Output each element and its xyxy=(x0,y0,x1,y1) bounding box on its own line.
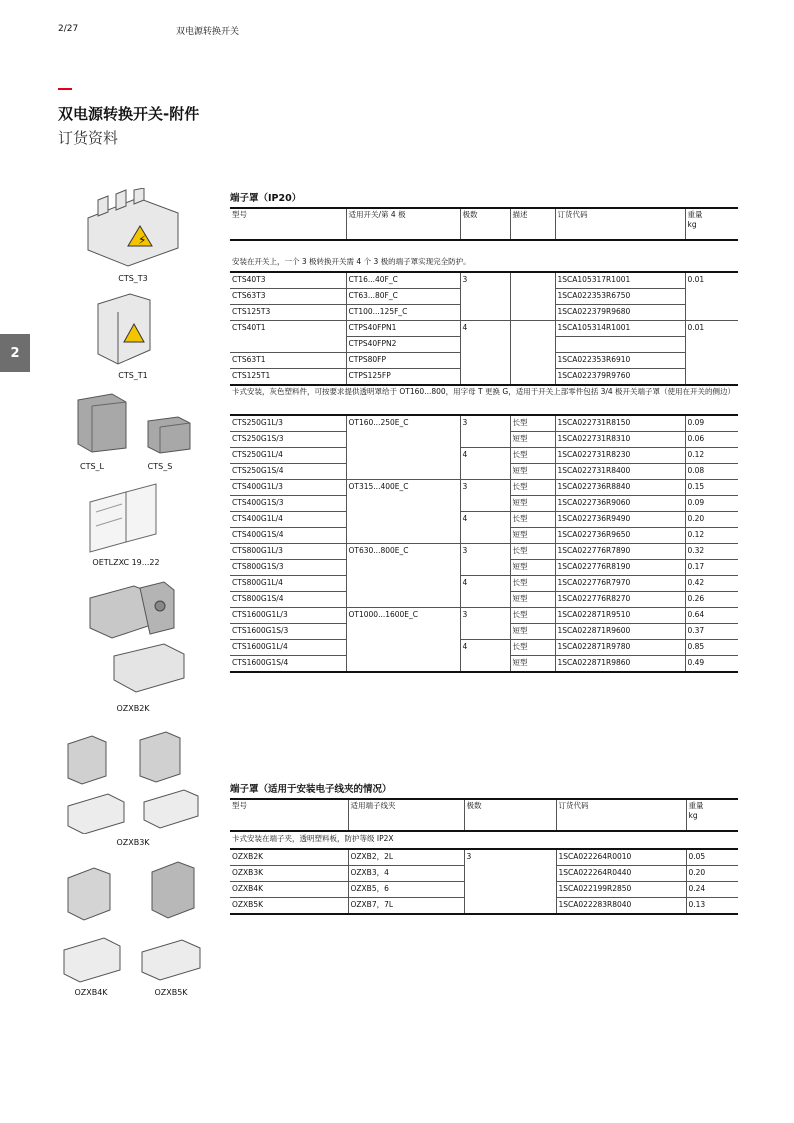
table-cell: CTS800G1S/4 xyxy=(230,592,346,608)
table-cell: OZXB3，4 xyxy=(348,866,464,882)
table-cell: 短型 xyxy=(510,432,555,448)
table-cell: CTS400G1S/4 xyxy=(230,528,346,544)
table-cell xyxy=(460,560,510,576)
table-cell: 4 xyxy=(460,576,510,592)
table-cell: CTS250G1L/4 xyxy=(230,448,346,464)
table-cell: 长型 xyxy=(510,544,555,560)
table-cell: 0.42 xyxy=(685,576,738,592)
table-row xyxy=(230,560,738,576)
table-cell: CTS400G1L/3 xyxy=(230,480,346,496)
table1-title: 端子罩（IP20） xyxy=(230,193,302,204)
table-cell xyxy=(460,369,510,386)
table-cell xyxy=(346,656,460,673)
table-row xyxy=(230,272,738,289)
table-cell: CTS1600G1L/4 xyxy=(230,640,346,656)
page-subtitle: 订货资料 xyxy=(58,129,119,147)
table-cell: 0.12 xyxy=(685,528,738,544)
table-cell xyxy=(685,305,738,321)
table-row xyxy=(230,512,738,528)
table-cell: CTS400G1L/4 xyxy=(230,512,346,528)
table-cell: CTS800G1L/3 xyxy=(230,544,346,560)
table-cell xyxy=(346,576,460,592)
table-cell xyxy=(464,882,556,898)
oetlzxc-image xyxy=(86,482,186,554)
table-cell: CTS400G1S/3 xyxy=(230,496,346,512)
table-row xyxy=(230,624,738,640)
table-cell: OZXB2，2L xyxy=(348,849,464,866)
table-cell: CTS40T3 xyxy=(230,272,346,289)
table-cell: 1SCA022199R2850 xyxy=(556,882,686,898)
table-cell: 1SCA022776R7970 xyxy=(555,576,685,592)
table-cell: OT1000...1600E_C xyxy=(346,608,460,624)
page-number: 2/27 xyxy=(58,24,79,34)
table-row xyxy=(230,448,738,464)
table-cell: 3 xyxy=(460,544,510,560)
table-cell: 1SCA022871R9600 xyxy=(555,624,685,640)
table-cell: 3 xyxy=(460,608,510,624)
table-cell: 4 xyxy=(460,512,510,528)
table-cell: 4 xyxy=(460,640,510,656)
table-cell: 1SCA022353R6750 xyxy=(555,289,685,305)
table-cell xyxy=(460,464,510,480)
table-cell: OT630...800E_C xyxy=(346,544,460,560)
table-cell: 长型 xyxy=(510,448,555,464)
table-cell: OZXB3K xyxy=(230,866,348,882)
table-cell xyxy=(346,640,460,656)
table-cell: 1SCA105314R1001 xyxy=(555,321,685,337)
table-cell: CTS40T1 xyxy=(232,323,266,332)
table-cell: 0.37 xyxy=(685,624,738,640)
table-cell xyxy=(346,624,460,640)
table-cell: OZXB4K xyxy=(230,882,348,898)
col2-weight: 重量 kg xyxy=(686,799,738,831)
table-row xyxy=(230,576,738,592)
table-cell: 0.32 xyxy=(685,544,738,560)
caption-cts-t1: CTS_T1 xyxy=(118,371,148,380)
table-cell: 短型 xyxy=(510,464,555,480)
table-cell: 0.20 xyxy=(686,866,738,882)
table-cell: 1SCA022379R9760 xyxy=(555,369,685,386)
table-row xyxy=(230,528,738,544)
page-title: 双电源转换开关-附件 xyxy=(58,105,200,123)
table-cell xyxy=(460,496,510,512)
table-cell: CTS250G1S/4 xyxy=(230,464,346,480)
table-cell: 1SCA022776R8190 xyxy=(555,560,685,576)
table-cell xyxy=(460,592,510,608)
table-cell xyxy=(346,432,460,448)
table-cell: 0.01 xyxy=(685,272,738,289)
table-cell: 长型 xyxy=(510,608,555,624)
table-cell: CTS125T3 xyxy=(230,305,346,321)
table-cell: 0.13 xyxy=(686,898,738,915)
table-cell: 长型 xyxy=(510,512,555,528)
table-row xyxy=(230,415,738,432)
table-cell: 1SCA022736R9490 xyxy=(555,512,685,528)
table-cell xyxy=(510,289,555,305)
table-cell xyxy=(460,289,510,305)
table-cell xyxy=(555,337,685,353)
cts-s-image xyxy=(144,415,196,455)
caption-ozxb5k: OZXB5K xyxy=(154,988,188,997)
table-cell: OT160...250E_C xyxy=(346,415,460,432)
table-cell: 3 xyxy=(464,849,556,866)
table-cell: OT315...400E_C xyxy=(346,480,460,496)
svg-text:⚡: ⚡ xyxy=(138,233,147,247)
table-row xyxy=(230,432,738,448)
table-cell: 0.24 xyxy=(686,882,738,898)
table-cell: 长型 xyxy=(510,576,555,592)
table-cell: 长型 xyxy=(510,415,555,432)
table-cell: CTS63T3 xyxy=(230,289,346,305)
ozxb4k-ozxb5k-image xyxy=(58,854,208,984)
table-cell xyxy=(510,353,555,369)
col-order-code: 订货代码 xyxy=(555,208,685,240)
table-cell: CTPS40FPN2 xyxy=(346,337,460,353)
caption-cts-t3: CTS_T3 xyxy=(118,274,148,283)
table-cell: 0.17 xyxy=(685,560,738,576)
table-cell xyxy=(510,272,555,289)
table-cell: 1SCA022871R9780 xyxy=(555,640,685,656)
table-cell xyxy=(510,369,555,386)
table-row xyxy=(230,608,738,624)
col2-order-code: 订货代码 xyxy=(556,799,686,831)
table-cell: 3 xyxy=(460,272,510,289)
table-cell xyxy=(346,496,460,512)
table-cell: OZXB7，7L xyxy=(348,898,464,915)
table-cell: CT63...80F_C xyxy=(346,289,460,305)
cts-l-image xyxy=(74,392,134,454)
table-cell: 0.09 xyxy=(685,496,738,512)
table-cell: 短型 xyxy=(510,624,555,640)
table-cell: 0.08 xyxy=(685,464,738,480)
table-row xyxy=(230,496,738,512)
col-poles: 极数 xyxy=(460,208,510,240)
table-row xyxy=(230,353,738,369)
col2-poles: 极数 xyxy=(464,799,556,831)
col-applicable: 适用开关/第 4 极 xyxy=(346,208,460,240)
table1-note1: 安装在开关上，一个 3 极转换开关需 4 个 3 极的端子罩实现完全防护。 xyxy=(230,255,738,272)
table-cell xyxy=(510,337,555,353)
caption-cts-s: CTS_S xyxy=(147,462,173,471)
table-cell xyxy=(510,305,555,321)
table-cell: CTS125T1 xyxy=(230,369,346,386)
table-cell xyxy=(460,305,510,321)
section-name: 双电源转换开关 xyxy=(176,27,240,37)
table-cell: 3 xyxy=(460,480,510,496)
table-cell: 1SCA022283R8040 xyxy=(556,898,686,915)
caption-oetlzxc: OETLZXC 19...22 xyxy=(92,558,160,567)
table-cell xyxy=(464,898,556,915)
table-row xyxy=(230,369,738,386)
table-cell xyxy=(346,512,460,528)
table-cell: 短型 xyxy=(510,496,555,512)
caption-cts-l: CTS_L xyxy=(79,462,104,471)
table-cell: 3 xyxy=(460,415,510,432)
table-cell: 0.06 xyxy=(685,432,738,448)
table-cell xyxy=(346,448,460,464)
table-row xyxy=(230,544,738,560)
col-weight: 重量 kg xyxy=(685,208,738,240)
caption-ozxb3k: OZXB3K xyxy=(116,838,150,847)
table-row xyxy=(230,640,738,656)
table-row xyxy=(230,882,738,898)
table-cell: 1SCA022776R7890 xyxy=(555,544,685,560)
table-cell: 0.12 xyxy=(685,448,738,464)
table-cell: 0.26 xyxy=(685,592,738,608)
table-cell: 1SCA022353R6910 xyxy=(555,353,685,369)
col2-model: 型号 xyxy=(230,799,348,831)
table-cell: 1SCA022264R0440 xyxy=(556,866,686,882)
table-cell xyxy=(460,528,510,544)
table-cell: 0.09 xyxy=(685,415,738,432)
table-cell xyxy=(460,624,510,640)
table-cell: CTPS125FP xyxy=(346,369,460,386)
table-cell: CTS250G1L/3 xyxy=(230,415,346,432)
table-cell xyxy=(230,337,346,353)
clamp-cover-table xyxy=(230,798,738,915)
caption-ozxb2k: OZXB2K xyxy=(116,704,150,713)
table-cell xyxy=(346,560,460,576)
table-cell: 0.01 xyxy=(685,321,738,337)
table-cell: 1SCA022871R9860 xyxy=(555,656,685,673)
table-cell: 长型 xyxy=(510,480,555,496)
table-cell: 1SCA022731R8400 xyxy=(555,464,685,480)
table-row xyxy=(230,480,738,496)
cts-t1-image xyxy=(90,292,185,367)
table-row xyxy=(230,866,738,882)
table-row xyxy=(230,849,738,866)
table-cell xyxy=(685,337,738,353)
table-row xyxy=(230,337,738,353)
table-cell: 0.49 xyxy=(685,656,738,673)
table-cell xyxy=(464,866,556,882)
table-cell: 0.85 xyxy=(685,640,738,656)
table-cell: CTS1600G1S/4 xyxy=(230,656,346,673)
table-cell xyxy=(685,353,738,369)
table-cell: 4 xyxy=(460,448,510,464)
table-cell: 1SCA022776R8270 xyxy=(555,592,685,608)
table-cell: 1SCA022736R8840 xyxy=(555,480,685,496)
table-cell: 0.05 xyxy=(686,849,738,866)
table-cell xyxy=(685,289,738,305)
col-description: 描述 xyxy=(510,208,555,240)
col-model: 型号 xyxy=(230,208,346,240)
ozxb3k-image xyxy=(62,730,202,834)
table-cell: CTPS40FPN1 xyxy=(346,321,460,337)
table-cell: CTS800G1S/3 xyxy=(230,560,346,576)
table-cell: 1SCA022731R8230 xyxy=(555,448,685,464)
table-cell: 1SCA022379R9680 xyxy=(555,305,685,321)
table-cell: CTS1600G1L/3 xyxy=(230,608,346,624)
table-cell: CT100...125F_C xyxy=(346,305,460,321)
table-cell: 1SCA105317R1001 xyxy=(555,272,685,289)
table-cell xyxy=(346,464,460,480)
table-cell: CTPS80FP xyxy=(346,353,460,369)
table2-note: 卡式安装在端子夹，透明塑料板，防护等级 IP2X xyxy=(230,831,738,849)
table-row xyxy=(230,321,738,337)
table-cell: CTS250G1S/3 xyxy=(230,432,346,448)
table-cell: 1SCA022731R8150 xyxy=(555,415,685,432)
table1-note2: 卡式安装，灰色塑料件，可按要求提供透明罩给于 OT160...800，用字母 T 更换 G，适用于开关上部零件包括 3/4 极开关端子罩（使用在开关的侧边） xyxy=(230,385,738,415)
table-cell: CTS1600G1S/3 xyxy=(230,624,346,640)
table-cell: 0.20 xyxy=(685,512,738,528)
table-cell: CT16...40F_C xyxy=(346,272,460,289)
table-cell xyxy=(510,321,555,337)
table-cell: 1SCA022731R8310 xyxy=(555,432,685,448)
col2-clamp: 适用端子线夹 xyxy=(348,799,464,831)
table-row xyxy=(230,289,738,305)
chapter-tab: 2 xyxy=(0,334,30,372)
table-row xyxy=(230,592,738,608)
table-row xyxy=(230,305,738,321)
table-row xyxy=(230,898,738,915)
table-cell: 短型 xyxy=(510,592,555,608)
table-cell: 长型 xyxy=(510,640,555,656)
table-cell xyxy=(346,592,460,608)
table-cell xyxy=(346,528,460,544)
table-cell: 1SCA022264R0010 xyxy=(556,849,686,866)
cts-t3-image xyxy=(78,188,188,268)
table-cell: 0.15 xyxy=(685,480,738,496)
table-cell: OZXB5K xyxy=(230,898,348,915)
ozxb2k-image xyxy=(84,578,194,698)
table-cell: CTS800G1L/4 xyxy=(230,576,346,592)
table-cell: 4 xyxy=(460,321,510,337)
caption-ozxb4k: OZXB4K xyxy=(74,988,108,997)
table-cell xyxy=(460,353,510,369)
table-cell: CTS63T1 xyxy=(230,353,346,369)
table-cell xyxy=(460,656,510,673)
table-cell: 1SCA022736R9650 xyxy=(555,528,685,544)
table-cell: OZXB2K xyxy=(230,849,348,866)
accent-bar xyxy=(58,88,72,90)
table-cell xyxy=(685,369,738,386)
table-cell: 短型 xyxy=(510,528,555,544)
table-cell: 短型 xyxy=(510,656,555,673)
terminal-cover-table xyxy=(230,207,738,673)
table-cell: OZXB5，6 xyxy=(348,882,464,898)
table-row xyxy=(230,464,738,480)
table-cell: 1SCA022871R9510 xyxy=(555,608,685,624)
table-row xyxy=(230,656,738,673)
table-cell xyxy=(460,337,510,353)
table-cell: 1SCA022736R9060 xyxy=(555,496,685,512)
table-cell xyxy=(460,432,510,448)
table2-title: 端子罩（适用于安装电子线夹的情况） xyxy=(230,784,392,795)
table-cell: 0.64 xyxy=(685,608,738,624)
table-cell: 短型 xyxy=(510,560,555,576)
